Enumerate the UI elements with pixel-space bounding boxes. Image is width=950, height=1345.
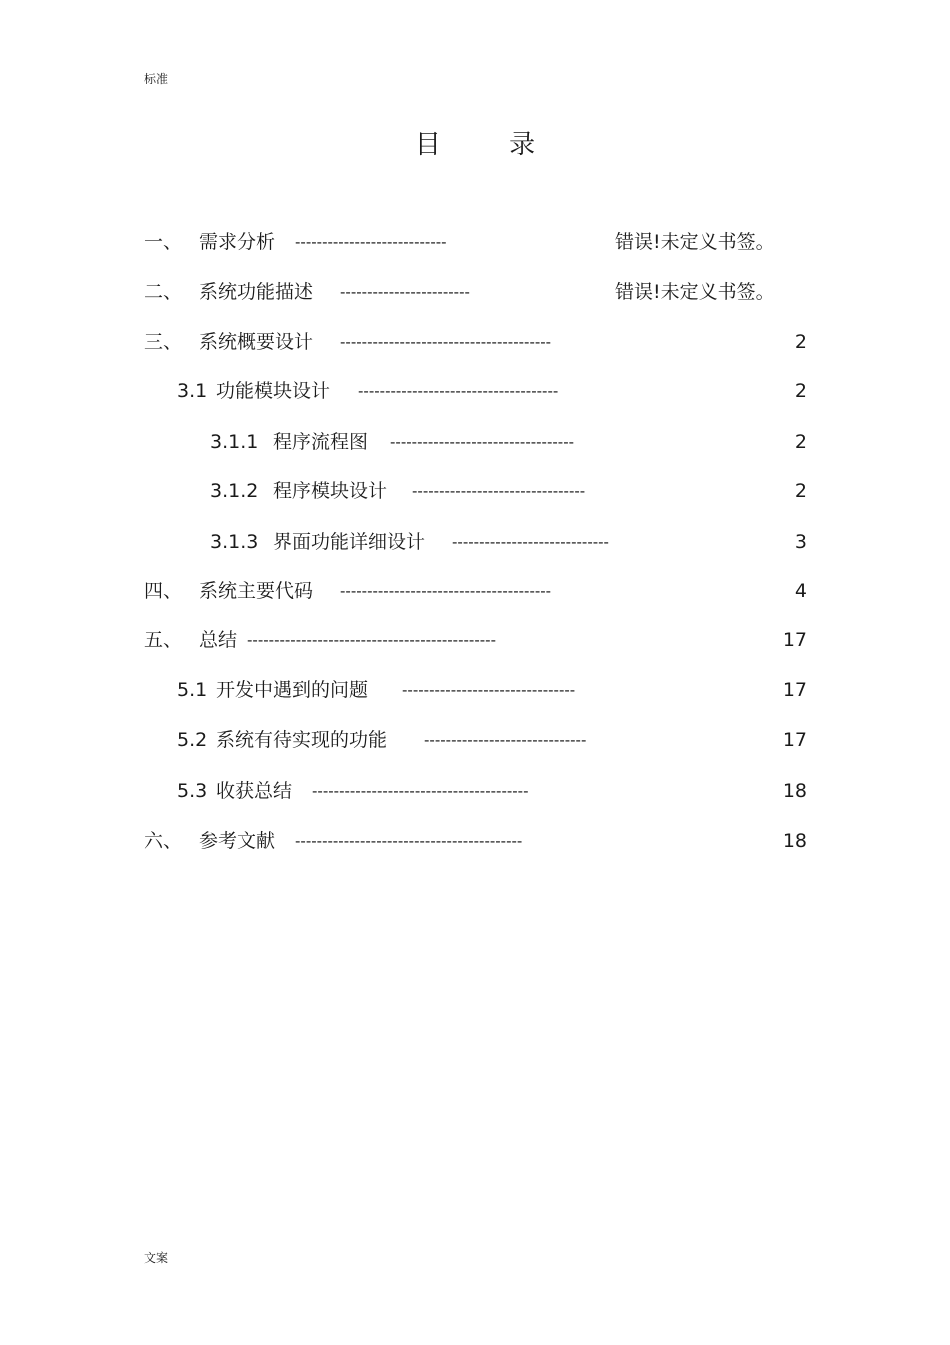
toc-title: 系统主要代码 (199, 580, 314, 602)
toc-title: 收获总结 (216, 780, 293, 802)
toc-number: 四、 (144, 580, 183, 602)
toc-entry[interactable] (0, 776, 950, 806)
toc-number: 3.1.1 (210, 431, 259, 453)
toc-page: 18 (782, 780, 807, 802)
page-title: 目 录 (414, 130, 566, 160)
toc-leader: ------------------------------ (424, 731, 587, 749)
toc-leader: ---------------------------- (295, 233, 447, 251)
toc-leader: ----------------------------- (452, 533, 609, 551)
toc-leader: ---------------------------------- (390, 433, 575, 451)
toc-leader: ------------------------------------- (358, 382, 559, 400)
toc-number: 5.3 (177, 780, 208, 802)
toc-entry[interactable] (0, 625, 950, 655)
toc-page: 错误!未定义书签。 (615, 231, 775, 253)
toc-number: 5.2 (177, 729, 208, 751)
toc-entry[interactable] (0, 227, 950, 257)
toc-entry[interactable] (0, 476, 950, 506)
toc-page: 2 (794, 431, 807, 453)
toc-title: 界面功能详细设计 (273, 531, 426, 553)
toc-leader: ---------------------------------------- (312, 782, 529, 800)
toc-entry[interactable] (0, 427, 950, 457)
toc-number: 5.1 (177, 679, 208, 701)
toc-title: 系统功能描述 (199, 281, 314, 303)
toc-number: 3.1 (177, 380, 208, 402)
toc-title: 参考文献 (199, 830, 276, 852)
toc-leader: ------------------------ (340, 283, 470, 301)
toc-entry[interactable] (0, 527, 950, 557)
toc-number: 二、 (144, 281, 183, 303)
toc-number: 六、 (144, 830, 183, 852)
toc-number: 3.1.3 (210, 531, 259, 553)
toc-number: 一、 (144, 231, 183, 253)
toc-page: 2 (794, 331, 807, 353)
toc-page: 3 (794, 531, 807, 553)
toc-title: 功能模块设计 (216, 380, 331, 402)
toc-entry[interactable] (0, 376, 950, 406)
toc-leader: --------------------------------------- (340, 333, 552, 351)
toc-leader: -------------------------------- (402, 681, 576, 699)
toc-entry[interactable] (0, 675, 950, 705)
toc-page: 2 (794, 380, 807, 402)
toc-title: 系统概要设计 (199, 331, 314, 353)
toc-title: 系统有待实现的功能 (216, 729, 388, 751)
toc-title: 需求分析 (199, 231, 276, 253)
toc-entry[interactable] (0, 327, 950, 357)
toc-entry[interactable] (0, 725, 950, 755)
toc-page: 18 (782, 830, 807, 852)
toc-entry[interactable] (0, 576, 950, 606)
toc-leader: -------------------------------- (412, 482, 586, 500)
page-header: 标准 (144, 72, 169, 86)
toc-title: 程序模块设计 (273, 480, 388, 502)
toc-leader: --------------------------------------- (340, 582, 552, 600)
toc-entry[interactable] (0, 277, 950, 307)
toc-page: 4 (794, 580, 807, 602)
toc-leader: ------------------------------------------ (295, 832, 523, 850)
toc-page: 17 (782, 629, 807, 651)
toc-number: 3.1.2 (210, 480, 259, 502)
toc-number: 三、 (144, 331, 183, 353)
toc-title: 程序流程图 (273, 431, 369, 453)
toc-number: 五、 (144, 629, 183, 651)
toc-leader: ---------------------------------------------- (247, 631, 496, 649)
toc-title: 总结 (199, 629, 238, 651)
toc-page: 17 (782, 679, 807, 701)
page-footer: 文案 (144, 1251, 169, 1265)
toc-title: 开发中遇到的问题 (216, 679, 369, 701)
toc-page: 错误!未定义书签。 (615, 281, 775, 303)
toc-entry[interactable] (0, 826, 950, 856)
toc-page: 2 (794, 480, 807, 502)
toc-page: 17 (782, 729, 807, 751)
